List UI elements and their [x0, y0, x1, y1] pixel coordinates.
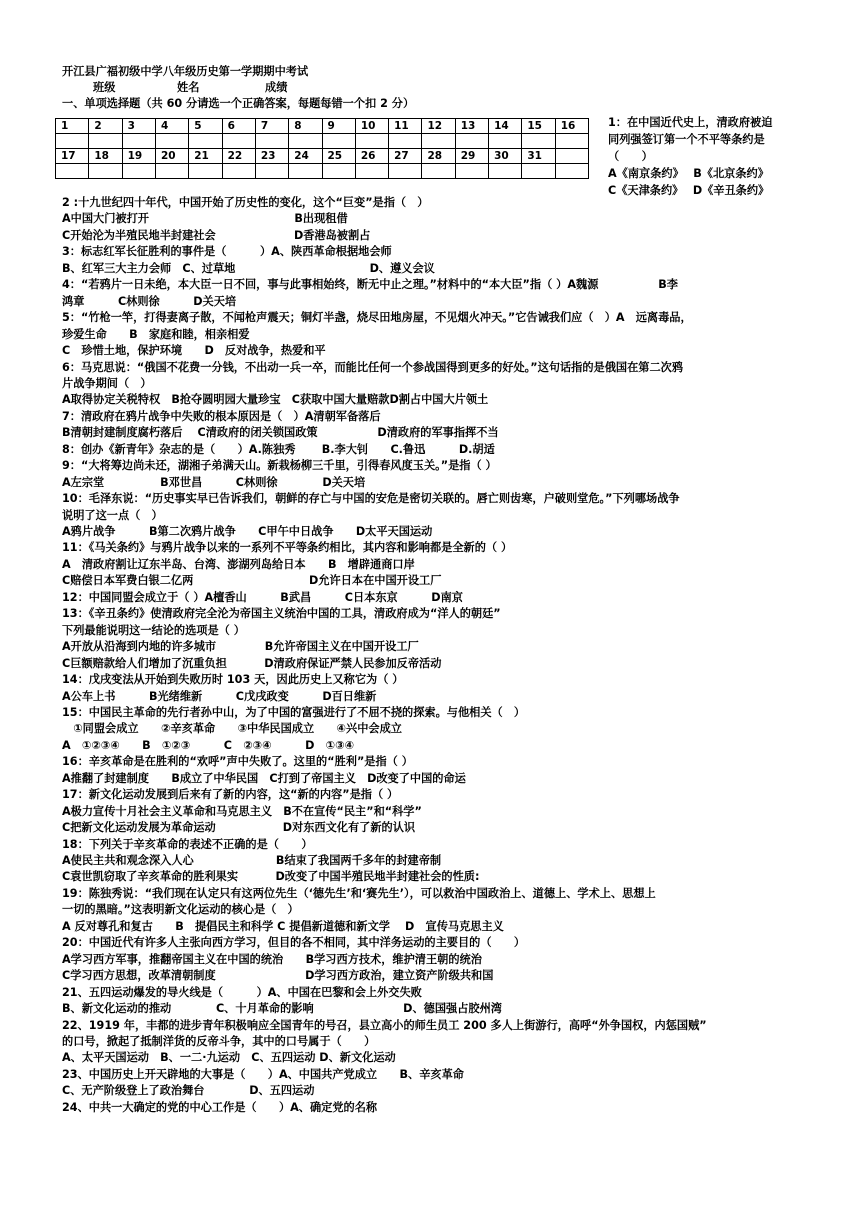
question-text-line: 一切的黑暗。”这表明新文化运动的核心是（ ）	[62, 903, 299, 917]
answer-cell[interactable]	[522, 134, 555, 149]
answer-cell[interactable]	[289, 134, 322, 149]
answer-cell[interactable]	[56, 164, 89, 179]
question-text-line: 14：戊戌变法从开始到失败历时 103 天，因此历史上又称它为（ ）	[62, 673, 404, 687]
grid-cell: 28	[422, 149, 455, 164]
answer-cell[interactable]	[389, 134, 422, 149]
grid-cell: 17	[56, 149, 89, 164]
grid-cell: 20	[155, 149, 188, 164]
question-text-line: A取得协定关税特权 B抢夺圆明园大量珍宝 C获取中国大量赔款D割占中国大片领土	[62, 393, 489, 407]
question-text-line: A使民主共和观念深入人心 B结束了我国两千多年的封建帝制	[62, 854, 442, 867]
question-text-line: C赔偿日本军费白银二亿两 D允许日本在中国开设工厂	[62, 574, 442, 588]
question-text-line: 说明了这一点（ ）	[62, 508, 163, 522]
question-text-line: ①同盟会成立 ②辛亥革命 ③中华民国成立 ④兴中会成立	[62, 722, 402, 736]
question-text-line: C、无产阶级登上了政治舞台 D、五四运动	[62, 1084, 315, 1098]
answer-cell[interactable]	[355, 164, 388, 179]
answer-cell[interactable]	[122, 164, 155, 179]
question-text-line: 13：《辛丑条约》使清政府完全沦为帝国主义统治中国的工具，清政府成为“洋人的朝廷”	[62, 607, 501, 621]
question-text-line: A推翻了封建制度 B成立了中华民国 C打到了帝国主义 D改变了中国的命运	[62, 771, 466, 785]
question-text-line: A左宗堂 B邓世昌 C林则徐 D关天培	[62, 475, 366, 489]
grid-cell: 27	[389, 149, 422, 164]
question-text-line: 4：“若鸦片一日未绝，本大臣一日不回，事与此事相始终，断无中止之理。”材料中的“本大臣”指（ ）A魏源 B李	[62, 278, 678, 292]
question-text-line: A、太平天国运动 B、一二·九运动 C、五四运动 D、新文化运动	[62, 1051, 396, 1065]
class-label: 班级	[93, 81, 116, 94]
grid-cell: 1	[56, 119, 89, 134]
question-text-line: A公车上书 B光绪维新 C戊戌政变 D百日维新	[62, 689, 377, 703]
grid-cell: 9	[322, 119, 355, 134]
grid-cell: 10	[355, 119, 388, 134]
answer-cell[interactable]	[155, 134, 188, 149]
question-text-line: C巨额赔款给人们增加了沉重负担 D清政府保证严禁人民参加反帝活动	[62, 656, 442, 670]
answer-cell[interactable]	[189, 134, 222, 149]
question-text-line: 的口号，掀起了抵制洋货的反帝斗争，其中的口号属于（ ）	[62, 1034, 376, 1048]
question-text-line: C 珍惜土地，保护环境 D 反对战争，热爱和平	[62, 344, 326, 358]
answer-cell[interactable]	[89, 164, 122, 179]
answer-cell[interactable]	[255, 164, 288, 179]
question-text-line: 18：下列关于辛亥革命的表述不正确的是（ ）	[62, 837, 313, 851]
question-text-line: 12：中国同盟会成立于（ ）A檀香山 B武昌 C日本东京 D南京	[62, 590, 463, 604]
grid-cell: 14	[489, 119, 522, 134]
question-1-line: 1：在中国近代史上，清政府被迫	[608, 116, 773, 129]
answer-cell[interactable]	[422, 164, 455, 179]
answer-cell[interactable]	[522, 164, 555, 179]
question-text-line: 11：《马关条约》与鸦片战争以来的一系列不平等条约相比，其内容和影响都是全新的（ ）	[62, 541, 513, 555]
student-info-line	[93, 81, 287, 95]
question-text-line: 9：“大将筹边尚未还，湖湘子弟满天山。新栽杨柳三千里，引得春风度玉关。”是指（ ）	[62, 459, 497, 473]
question-text-line: C袁世凯窃取了辛亥革命的胜利果实 D改变了中国半殖民地半封建社会的性质:	[62, 870, 480, 884]
question-text-line: 6：马克思说：“俄国不花费一分钱，不出动一兵一卒，而能比任何一个参战国得到更多的好处。”这句话指的是俄国在第二次鸦	[62, 360, 684, 374]
question-text-line: 21、五四运动爆发的导火线是（ ）A、中国在巴黎和会上外交失败	[62, 985, 422, 999]
question-text-line: A学习西方军事，推翻帝国主义在中国的统治 B学习西方技术，维护清王朝的统治	[62, 952, 482, 966]
answer-cell[interactable]	[222, 134, 255, 149]
score-label: 成绩	[265, 81, 288, 94]
answer-cell[interactable]	[56, 134, 89, 149]
answer-cell[interactable]	[122, 134, 155, 149]
answer-grid-number-row-1	[56, 119, 589, 134]
question-text-line: 3：标志红军长征胜利的事件是（ ）A、陕西革命根据地会师	[62, 245, 392, 259]
grid-cell: 11	[389, 119, 422, 134]
answer-cell[interactable]	[489, 134, 522, 149]
answer-cell[interactable]	[322, 134, 355, 149]
grid-cell: 2	[89, 119, 122, 134]
question-text-line: B、红军三大主力会师 C、过草地 D、遵义会议	[62, 261, 435, 275]
grid-cell: 12	[422, 119, 455, 134]
section-heading: 一、单项选择题（共 60 分请选一个正确答案，每题每错一个扣 2 分）	[62, 97, 415, 110]
answer-grid-number-row-2	[56, 149, 589, 164]
grid-cell: 15	[522, 119, 555, 134]
question-text-line: C开始沦为半殖民地半封建社会 D香港岛被割占	[62, 228, 371, 242]
question-text-line: 17：新文化运动发展到后来有了新的内容，这“新的内容”是指（ ）	[62, 788, 399, 802]
question-1-block	[608, 114, 800, 199]
grid-cell: 5	[189, 119, 222, 134]
answer-grid	[55, 118, 589, 179]
answer-grid-blank-row-1[interactable]	[56, 134, 589, 149]
question-text-line: 鸿章 C林则徐 D关天培	[62, 294, 237, 308]
answer-cell[interactable]	[422, 134, 455, 149]
grid-cell: 29	[455, 149, 488, 164]
grid-cell: 6	[222, 119, 255, 134]
question-text-line: A 反对尊孔和复古 B 提倡民主和科学 C 提倡新道德和新文学 D 宣传马克思主义	[62, 919, 504, 933]
grid-cell: 4	[155, 119, 188, 134]
grid-cell: 3	[122, 119, 155, 134]
grid-cell: 19	[122, 149, 155, 164]
answer-cell[interactable]	[189, 164, 222, 179]
question-text-line: 片战争期间（ ）	[62, 376, 152, 390]
question-text-line: B、新文化运动的推动 C、十月革命的影响 D、德国强占胶州湾	[62, 1002, 502, 1016]
question-text-line: A ①②③④ B ①②③ C ②③④ D ①③④	[62, 738, 355, 752]
question-text-line: 5：“竹枪一竿，打得妻离子散，不闻枪声震天；铜灯半盏，烧尽田地房屋，不见烟火冲天。”它告诫我们应（ ）A 远离毒品，	[62, 311, 692, 325]
answer-cell[interactable]	[455, 134, 488, 149]
answer-cell[interactable]	[555, 164, 588, 179]
grid-cell: 30	[489, 149, 522, 164]
question-text-line: A 清政府割让辽东半岛、台湾、澎湖列岛给日本 B 增辟通商口岸	[62, 557, 415, 571]
grid-cell: 22	[222, 149, 255, 164]
question-text-line: 8：创办《新青年》杂志的是（ ）A.陈独秀 B.李大钊 C.鲁迅 D.胡适	[62, 442, 495, 456]
question-1-line: （ ）	[608, 150, 653, 163]
question-1-options: C《天津条约》 D《辛丑条约》	[608, 184, 770, 197]
grid-cell: 7	[255, 119, 288, 134]
question-text-line: 22、1919 年，丰都的进步青年积极响应全国青年的号召，县立高小的师生员工 200 多人上街游行，高呼“外争国权，内惩国贼”	[62, 1018, 707, 1032]
question-text-line: 2 :十九世纪四十年代，中国开始了历史性的变化，这个“巨变”是指（ ）	[62, 196, 429, 209]
question-text-line: A鸦片战争 B第二次鸦片战争 C甲午中日战争 D太平天国运动	[62, 525, 433, 538]
question-text-line: A极力宣传十月社会主义革命和马克思主义 B不在宣传“民主”和“科学”	[62, 804, 422, 818]
question-text-line: C学习西方思想，改革清朝制度 D学习西方政治，建立资产阶级共和国	[62, 969, 494, 983]
question-text-line: 7：清政府在鸦片战争中失败的根本原因是（ ）A清朝军备落后	[62, 409, 381, 423]
grid-cell: 21	[189, 149, 222, 164]
question-text-line: 23、中国历史上开天辟地的大事是（ ）A、中国共产党成立 B、辛亥革命	[62, 1067, 464, 1081]
question-text-line: C把新文化运动发展为革命运动 D对东西文化有了新的认识	[62, 821, 416, 835]
question-text-line: 19：陈独秀说：“我们现在认定只有这两位先生（‘德先生’和‘赛先生’），可以救治中国政治上、道德上、学术上、思想上	[62, 886, 656, 900]
question-text-line: A中国大门被打开 B出现租借	[62, 212, 348, 226]
question-text-line: 下列最能说明这一结论的选项是（ ）	[62, 623, 245, 637]
answer-grid-blank-row-2[interactable]	[56, 164, 589, 179]
grid-cell: 26	[355, 149, 388, 164]
question-text-line: 16：辛亥革命是在胜利的“欢呼”声中失败了。这里的“胜利”是指（ ）	[62, 755, 413, 769]
grid-cell: 31	[522, 149, 555, 164]
grid-cell: 23	[255, 149, 288, 164]
question-text-line: 15：中国民主革命的先行者孙中山，为了中国的富强进行了不屈不挠的探索。与他相关（ ）	[62, 705, 526, 719]
grid-cell	[555, 149, 588, 164]
question-text-line: 10：毛泽东说：“历史事实早已告诉我们，朝鲜的存亡与中国的安危是密切关联的。唇亡则齿寒，户破则堂危。”下列哪场战争	[62, 492, 680, 506]
answer-cell[interactable]	[255, 134, 288, 149]
grid-cell: 13	[455, 119, 488, 134]
answer-cell[interactable]	[489, 164, 522, 179]
question-1-line: 同列强签订第一个不平等条约是	[608, 133, 765, 146]
answer-cell[interactable]	[89, 134, 122, 149]
question-text-line: 珍爱生命 B 家庭和睦，相亲相爱	[62, 327, 250, 341]
answer-cell[interactable]	[389, 164, 422, 179]
question-1-options: A《南京条约》 B《北京条约》	[608, 167, 769, 180]
question-text-line: 20：中国近代有许多人主张向西方学习，但目的各不相同，其中洋务运动的主要目的（ ）	[62, 936, 526, 950]
answer-cell[interactable]	[289, 164, 322, 179]
exam-title: 开江县广福初级中学八年级历史第一学期期中考试	[62, 65, 309, 78]
question-text-line: 24、中共一大确定的党的中心工作是（ ）A、确定党的名称	[62, 1100, 378, 1114]
grid-cell: 8	[289, 119, 322, 134]
answer-cell[interactable]	[455, 164, 488, 179]
answer-cell[interactable]	[222, 164, 255, 179]
grid-cell: 25	[322, 149, 355, 164]
question-text-line: B清朝封建制度腐朽落后 C清政府的闭关锁国政策 D清政府的军事指挥不当	[62, 426, 499, 440]
answer-cell[interactable]	[322, 164, 355, 179]
grid-cell: 16	[555, 119, 588, 134]
grid-cell: 18	[89, 149, 122, 164]
answer-cell[interactable]	[155, 164, 188, 179]
answer-cell[interactable]	[355, 134, 388, 149]
grid-cell: 24	[289, 149, 322, 164]
question-text-line: A开放从沿海到内地的许多城市 B允许帝国主义在中国开设工厂	[62, 640, 419, 654]
name-label: 姓名	[177, 81, 200, 94]
answer-cell[interactable]	[555, 134, 588, 149]
